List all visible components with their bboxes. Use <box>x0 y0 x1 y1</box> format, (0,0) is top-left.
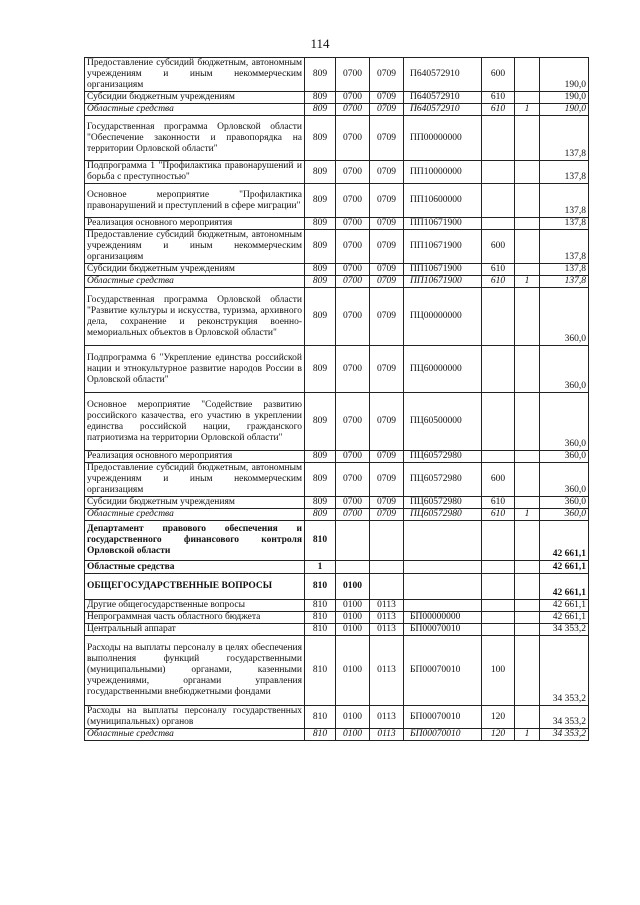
row-vr <box>482 218 515 230</box>
row-gr: 810 <box>305 729 336 741</box>
row-name: Основное мероприятие "Содействие развитию российского казачества, его участию в укреплении единства российской нации, гражданского патриотизма на территории Орловской области" <box>85 393 305 451</box>
row-rz: 0700 <box>336 116 370 161</box>
row-pr <box>370 561 404 574</box>
row-cs: ПЦ60000000 <box>404 346 482 393</box>
row-pr: 0113 <box>370 600 404 612</box>
row-rz: 0700 <box>336 509 370 521</box>
row-vr <box>482 161 515 184</box>
row-pr: 0113 <box>370 612 404 624</box>
row-cs: ПП10671900 <box>404 276 482 288</box>
row-x <box>515 218 540 230</box>
row-rz: 0100 <box>336 624 370 636</box>
row-name: Субсидии бюджетным учреждениям <box>85 497 305 509</box>
row-gr: 810 <box>305 612 336 624</box>
row-pr: 0709 <box>370 264 404 276</box>
row-name: Субсидии бюджетным учреждениям <box>85 92 305 104</box>
row-cs <box>404 561 482 574</box>
row-name: Областные средства <box>85 561 305 574</box>
row-x: 1 <box>515 509 540 521</box>
row-vr <box>482 624 515 636</box>
row-pr: 0113 <box>370 729 404 741</box>
row-x <box>515 92 540 104</box>
row-cs: ПЦ60500000 <box>404 393 482 451</box>
row-name: Расходы на выплаты персоналу в целях обеспечения выполнения функций государственными (муниципальными) органами, казенными учреждениями, органами управления государственными внебюджетными фондами <box>85 636 305 706</box>
row-sum: 42 661,1 <box>540 600 589 612</box>
row-name: Областные средства <box>85 729 305 741</box>
row-sum: 190,0 <box>540 104 589 116</box>
row-name: Подпрограмма 1 "Профилактика правонарушений и борьба с преступностью" <box>85 161 305 184</box>
row-rz: 0100 <box>336 612 370 624</box>
row-cs: ПЦ60572980 <box>404 451 482 463</box>
row-gr: 810 <box>305 636 336 706</box>
row-cs: ПЦ60572980 <box>404 509 482 521</box>
table-row <box>85 612 589 624</box>
row-rz: 0700 <box>336 92 370 104</box>
row-sum: 137,8 <box>540 184 589 218</box>
row-rz: 0700 <box>336 276 370 288</box>
row-rz: 0100 <box>336 706 370 729</box>
page-number: 114 <box>310 36 330 51</box>
row-vr: 610 <box>482 264 515 276</box>
row-sum: 360,0 <box>540 509 589 521</box>
row-gr: 809 <box>305 346 336 393</box>
table-row <box>85 104 589 116</box>
table-row <box>85 509 589 521</box>
row-vr: 610 <box>482 92 515 104</box>
table-row <box>85 184 589 218</box>
row-cs: ПП00000000 <box>404 116 482 161</box>
row-rz: 0700 <box>336 393 370 451</box>
row-gr: 809 <box>305 58 336 92</box>
table-row <box>85 230 589 264</box>
row-cs <box>404 600 482 612</box>
row-x <box>515 706 540 729</box>
row-rz: 0100 <box>336 574 370 600</box>
row-x <box>515 624 540 636</box>
row-gr: 810 <box>305 574 336 600</box>
budget-table-body <box>85 58 589 741</box>
budget-table <box>84 57 589 741</box>
row-x <box>515 116 540 161</box>
row-name: Непрограммная часть областного бюджета <box>85 612 305 624</box>
row-gr: 809 <box>305 276 336 288</box>
row-vr: 600 <box>482 463 515 497</box>
row-name: Реализация основного мероприятия <box>85 218 305 230</box>
table-row <box>85 497 589 509</box>
row-vr <box>482 521 515 561</box>
row-pr: 0709 <box>370 161 404 184</box>
row-sum: 34 353,2 <box>540 706 589 729</box>
row-vr: 600 <box>482 58 515 92</box>
row-pr: 0709 <box>370 451 404 463</box>
row-gr: 809 <box>305 288 336 346</box>
row-sum: 360,0 <box>540 346 589 393</box>
row-rz: 0100 <box>336 729 370 741</box>
row-pr: 0113 <box>370 624 404 636</box>
table-row <box>85 288 589 346</box>
row-rz: 0700 <box>336 218 370 230</box>
table-row <box>85 218 589 230</box>
row-cs <box>404 574 482 600</box>
table-row <box>85 58 589 92</box>
row-pr: 0709 <box>370 346 404 393</box>
row-pr: 0709 <box>370 58 404 92</box>
row-cs: ПП10000000 <box>404 161 482 184</box>
row-vr <box>482 561 515 574</box>
row-name: Государственная программа Орловской области "Обеспечение законности и правопорядка на территории Орловской области" <box>85 116 305 161</box>
row-name: Областные средства <box>85 276 305 288</box>
row-pr <box>370 521 404 561</box>
row-x <box>515 393 540 451</box>
row-cs: П640572910 <box>404 58 482 92</box>
row-cs: ПП10600000 <box>404 184 482 218</box>
row-sum: 42 661,1 <box>540 561 589 574</box>
row-vr <box>482 393 515 451</box>
row-gr: 809 <box>305 184 336 218</box>
row-x <box>515 58 540 92</box>
row-gr: 810 <box>305 600 336 612</box>
row-pr: 0709 <box>370 463 404 497</box>
row-sum: 360,0 <box>540 497 589 509</box>
row-sum: 34 353,2 <box>540 729 589 741</box>
row-rz: 0700 <box>336 451 370 463</box>
row-gr: 809 <box>305 230 336 264</box>
row-rz: 0700 <box>336 230 370 264</box>
row-sum: 137,8 <box>540 264 589 276</box>
table-row <box>85 161 589 184</box>
row-gr: 809 <box>305 393 336 451</box>
row-gr: 809 <box>305 218 336 230</box>
row-pr: 0113 <box>370 636 404 706</box>
row-sum: 137,8 <box>540 218 589 230</box>
row-name: Государственная программа Орловской области "Развитие культуры и искусства, туризма, архивного дела, сохранение и реконструкция военно-мемориальных объектов в Орловской области" <box>85 288 305 346</box>
row-gr: 810 <box>305 521 336 561</box>
row-rz: 0700 <box>336 346 370 393</box>
row-pr: 0709 <box>370 276 404 288</box>
row-pr: 0709 <box>370 104 404 116</box>
row-pr <box>370 574 404 600</box>
row-gr: 809 <box>305 451 336 463</box>
row-name: Областные средства <box>85 509 305 521</box>
row-vr <box>482 612 515 624</box>
row-sum: 137,8 <box>540 276 589 288</box>
row-name: Другие общегосударственные вопросы <box>85 600 305 612</box>
row-sum: 42 661,1 <box>540 574 589 600</box>
row-cs: ПЦ60572980 <box>404 463 482 497</box>
table-row <box>85 463 589 497</box>
table-row <box>85 264 589 276</box>
row-gr: 809 <box>305 161 336 184</box>
table-row <box>85 600 589 612</box>
row-sum: 360,0 <box>540 393 589 451</box>
row-vr: 120 <box>482 706 515 729</box>
row-x: 1 <box>515 729 540 741</box>
row-rz: 0700 <box>336 497 370 509</box>
row-gr: 809 <box>305 509 336 521</box>
row-sum: 360,0 <box>540 463 589 497</box>
row-rz <box>336 521 370 561</box>
row-vr: 120 <box>482 729 515 741</box>
row-vr: 100 <box>482 636 515 706</box>
row-vr <box>482 451 515 463</box>
row-cs: БП00000000 <box>404 612 482 624</box>
row-name: Подпрограмма 6 "Укрепление единства российской нации и этнокультурное развитие народов России в Орловской области" <box>85 346 305 393</box>
row-sum: 34 353,2 <box>540 624 589 636</box>
row-name: Центральный аппарат <box>85 624 305 636</box>
row-x <box>515 521 540 561</box>
table-row <box>85 624 589 636</box>
row-sum: 137,8 <box>540 116 589 161</box>
row-sum: 42 661,1 <box>540 521 589 561</box>
row-gr: 810 <box>305 624 336 636</box>
row-rz <box>336 561 370 574</box>
row-sum: 42 661,1 <box>540 612 589 624</box>
row-sum: 137,8 <box>540 230 589 264</box>
table-row <box>85 636 589 706</box>
row-x: 1 <box>515 276 540 288</box>
row-cs: П640572910 <box>404 92 482 104</box>
row-gr: 809 <box>305 463 336 497</box>
row-pr: 0709 <box>370 393 404 451</box>
row-pr: 0709 <box>370 288 404 346</box>
row-sum: 360,0 <box>540 288 589 346</box>
row-vr <box>482 184 515 218</box>
row-vr <box>482 116 515 161</box>
row-rz: 0100 <box>336 636 370 706</box>
table-row <box>85 574 589 600</box>
row-vr <box>482 600 515 612</box>
row-x <box>515 264 540 276</box>
row-vr: 610 <box>482 276 515 288</box>
row-x <box>515 497 540 509</box>
row-x <box>515 346 540 393</box>
row-x <box>515 463 540 497</box>
row-x <box>515 161 540 184</box>
row-vr <box>482 288 515 346</box>
row-pr: 0709 <box>370 116 404 161</box>
row-cs: БП00070010 <box>404 729 482 741</box>
row-pr: 0709 <box>370 184 404 218</box>
row-pr: 0709 <box>370 218 404 230</box>
table-row <box>85 521 589 561</box>
row-rz: 0100 <box>336 600 370 612</box>
row-pr: 0113 <box>370 706 404 729</box>
table-row <box>85 729 589 741</box>
row-name: ОБЩЕГОСУДАРСТВЕННЫЕ ВОПРОСЫ <box>85 574 305 600</box>
row-sum: 360,0 <box>540 451 589 463</box>
row-cs: П640572910 <box>404 104 482 116</box>
row-sum: 190,0 <box>540 58 589 92</box>
table-row <box>85 451 589 463</box>
row-x <box>515 561 540 574</box>
row-gr: 809 <box>305 497 336 509</box>
row-sum: 137,8 <box>540 161 589 184</box>
row-pr: 0709 <box>370 230 404 264</box>
row-x <box>515 574 540 600</box>
row-rz: 0700 <box>336 104 370 116</box>
row-name: Департамент правового обеспечения и государственного финансового контроля Орловской области <box>85 521 305 561</box>
row-rz: 0700 <box>336 463 370 497</box>
row-gr: 809 <box>305 264 336 276</box>
row-cs: БП00070010 <box>404 636 482 706</box>
table-row <box>85 561 589 574</box>
row-gr: 809 <box>305 92 336 104</box>
row-cs: ПП10671900 <box>404 264 482 276</box>
row-rz: 0700 <box>336 264 370 276</box>
row-name: Предоставление субсидий бюджетным, автономным учреждениям и иным некоммерческим организациям <box>85 230 305 264</box>
table-row <box>85 393 589 451</box>
row-rz: 0700 <box>336 288 370 346</box>
table-row <box>85 92 589 104</box>
row-x <box>515 612 540 624</box>
row-cs: ПЦ60572980 <box>404 497 482 509</box>
row-name: Реализация основного мероприятия <box>85 451 305 463</box>
row-x <box>515 184 540 218</box>
row-name: Предоставление субсидий бюджетным, автономным учреждениям и иным некоммерческим организациям <box>85 58 305 92</box>
row-x <box>515 230 540 264</box>
row-gr: 810 <box>305 706 336 729</box>
row-vr <box>482 574 515 600</box>
row-rz: 0700 <box>336 58 370 92</box>
row-rz: 0700 <box>336 161 370 184</box>
table-row <box>85 116 589 161</box>
row-vr: 610 <box>482 509 515 521</box>
table-row <box>85 276 589 288</box>
row-sum: 34 353,2 <box>540 636 589 706</box>
row-x <box>515 288 540 346</box>
row-gr: 1 <box>305 561 336 574</box>
row-name: Субсидии бюджетным учреждениям <box>85 264 305 276</box>
row-x <box>515 636 540 706</box>
row-cs: ПЦ00000000 <box>404 288 482 346</box>
row-cs: ПП10671900 <box>404 230 482 264</box>
row-name: Расходы на выплаты персоналу государственных (муниципальных) органов <box>85 706 305 729</box>
table-row <box>85 706 589 729</box>
row-cs: БП00070010 <box>404 624 482 636</box>
row-x <box>515 600 540 612</box>
row-vr: 610 <box>482 497 515 509</box>
row-cs: БП00070010 <box>404 706 482 729</box>
row-vr: 600 <box>482 230 515 264</box>
row-pr: 0709 <box>370 92 404 104</box>
row-cs: ПП10671900 <box>404 218 482 230</box>
row-vr <box>482 346 515 393</box>
row-x: 1 <box>515 104 540 116</box>
row-pr: 0709 <box>370 497 404 509</box>
row-rz: 0700 <box>336 184 370 218</box>
row-name: Основное мероприятие "Профилактика правонарушений и преступлений в сфере миграции" <box>85 184 305 218</box>
row-sum: 190,0 <box>540 92 589 104</box>
row-name: Предоставление субсидий бюджетным, автономным учреждениям и иным некоммерческим организациям <box>85 463 305 497</box>
row-pr: 0709 <box>370 509 404 521</box>
row-gr: 809 <box>305 116 336 161</box>
row-name: Областные средства <box>85 104 305 116</box>
row-cs <box>404 521 482 561</box>
row-x <box>515 451 540 463</box>
row-gr: 809 <box>305 104 336 116</box>
row-vr: 610 <box>482 104 515 116</box>
table-row <box>85 346 589 393</box>
